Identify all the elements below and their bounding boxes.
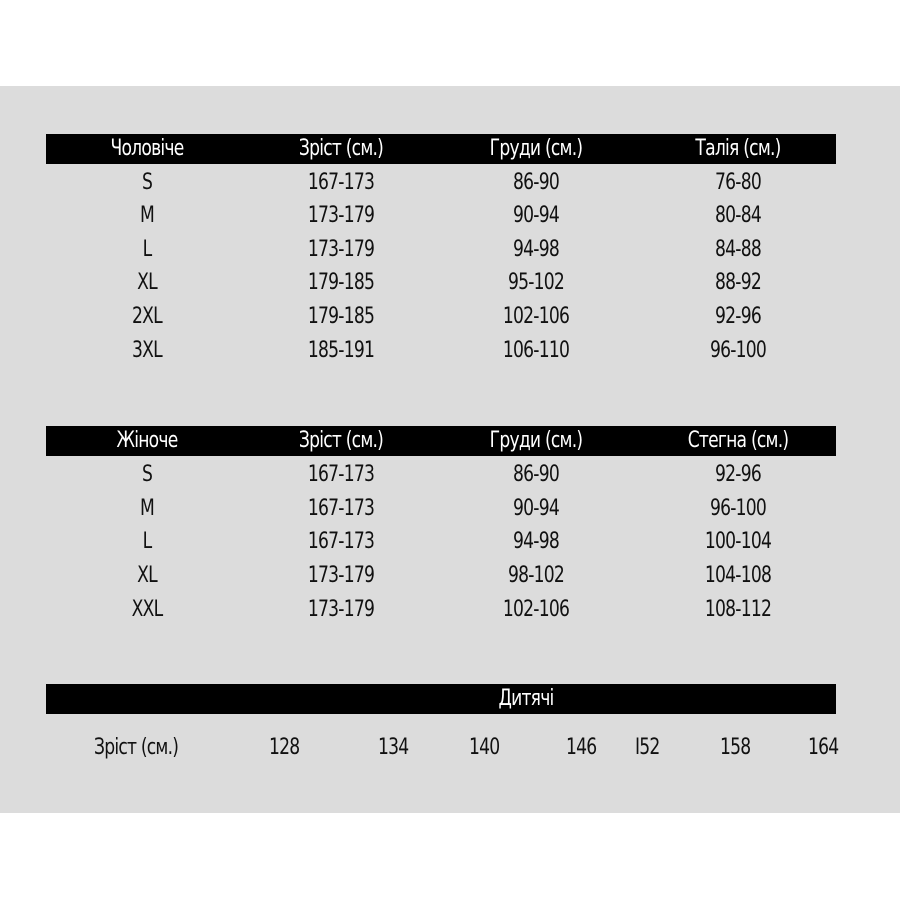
women-hips-cell: 104-108 [704, 563, 772, 588]
kids-header-bar [46, 684, 836, 714]
men-chest-cell: 94-98 [513, 237, 559, 262]
men-waist-cell: 76-80 [715, 170, 761, 195]
kids-header-title: Дитячі [498, 686, 554, 711]
women-size-cell: S [141, 462, 153, 487]
men-size-cell: XL [137, 270, 157, 295]
men-waist-cell: 88-92 [715, 270, 761, 295]
men-size-cell: L [142, 237, 152, 262]
women-size-cell: XXL [131, 597, 163, 622]
kids-height-value: 164 [808, 735, 839, 760]
kids-height-value: І52 [635, 735, 660, 760]
women-header-hips: Стегна (см.) [687, 428, 789, 453]
men-size-cell: S [141, 170, 153, 195]
women-size-cell: XL [137, 563, 157, 588]
kids-height-value: 134 [378, 735, 409, 760]
women-size-cell: L [142, 529, 152, 554]
men-chest-cell: 95-102 [507, 270, 565, 295]
men-size-cell: 2XL [132, 304, 162, 329]
kids-height-value: 146 [566, 735, 597, 760]
women-hips-cell: 96-100 [709, 496, 767, 521]
men-waist-cell: 96-100 [709, 338, 767, 363]
men-chest-cell: 106-110 [502, 338, 570, 363]
women-header-height: Зріст (см.) [298, 428, 384, 453]
women-chest-cell: 102-106 [502, 597, 570, 622]
men-header-chest: Груди (см.) [489, 136, 583, 161]
women-hips-cell: 92-96 [715, 462, 761, 487]
men-header-category: Чоловіче [110, 136, 184, 161]
men-height-cell: 185-191 [307, 338, 375, 363]
men-chest-cell: 90-94 [513, 203, 559, 228]
women-chest-cell: 94-98 [513, 529, 559, 554]
men-height-cell: 179-185 [307, 304, 375, 329]
men-size-cell: 3XL [132, 338, 162, 363]
kids-height-value: 128 [269, 735, 300, 760]
women-height-cell: 167-173 [307, 462, 375, 487]
kids-height-value: 140 [469, 735, 500, 760]
women-header-chest: Груди (см.) [489, 428, 583, 453]
women-chest-cell: 86-90 [513, 462, 559, 487]
men-waist-cell: 80-84 [715, 203, 761, 228]
women-chest-cell: 98-102 [507, 563, 565, 588]
men-chest-cell: 86-90 [513, 170, 559, 195]
women-height-cell: 167-173 [307, 496, 375, 521]
women-hips-cell: 100-104 [704, 529, 772, 554]
men-chest-cell: 102-106 [502, 304, 570, 329]
men-header-height: Зріст (см.) [298, 136, 384, 161]
women-size-cell: M [139, 496, 155, 521]
women-chest-cell: 90-94 [513, 496, 559, 521]
women-hips-cell: 108-112 [704, 597, 772, 622]
men-waist-cell: 84-88 [715, 237, 761, 262]
women-height-cell: 173-179 [307, 597, 375, 622]
women-height-cell: 173-179 [307, 563, 375, 588]
men-height-cell: 167-173 [307, 170, 375, 195]
men-header-waist: Талія (см.) [695, 136, 781, 161]
men-height-cell: 179-185 [307, 270, 375, 295]
women-height-cell: 167-173 [307, 529, 375, 554]
kids-height-label: Зріст (см.) [94, 735, 179, 760]
kids-height-value: 158 [720, 735, 751, 760]
men-height-cell: 173-179 [307, 237, 375, 262]
women-header-category: Жіноче [116, 428, 178, 453]
men-waist-cell: 92-96 [715, 304, 761, 329]
men-height-cell: 173-179 [307, 203, 375, 228]
men-size-cell: M [139, 203, 155, 228]
